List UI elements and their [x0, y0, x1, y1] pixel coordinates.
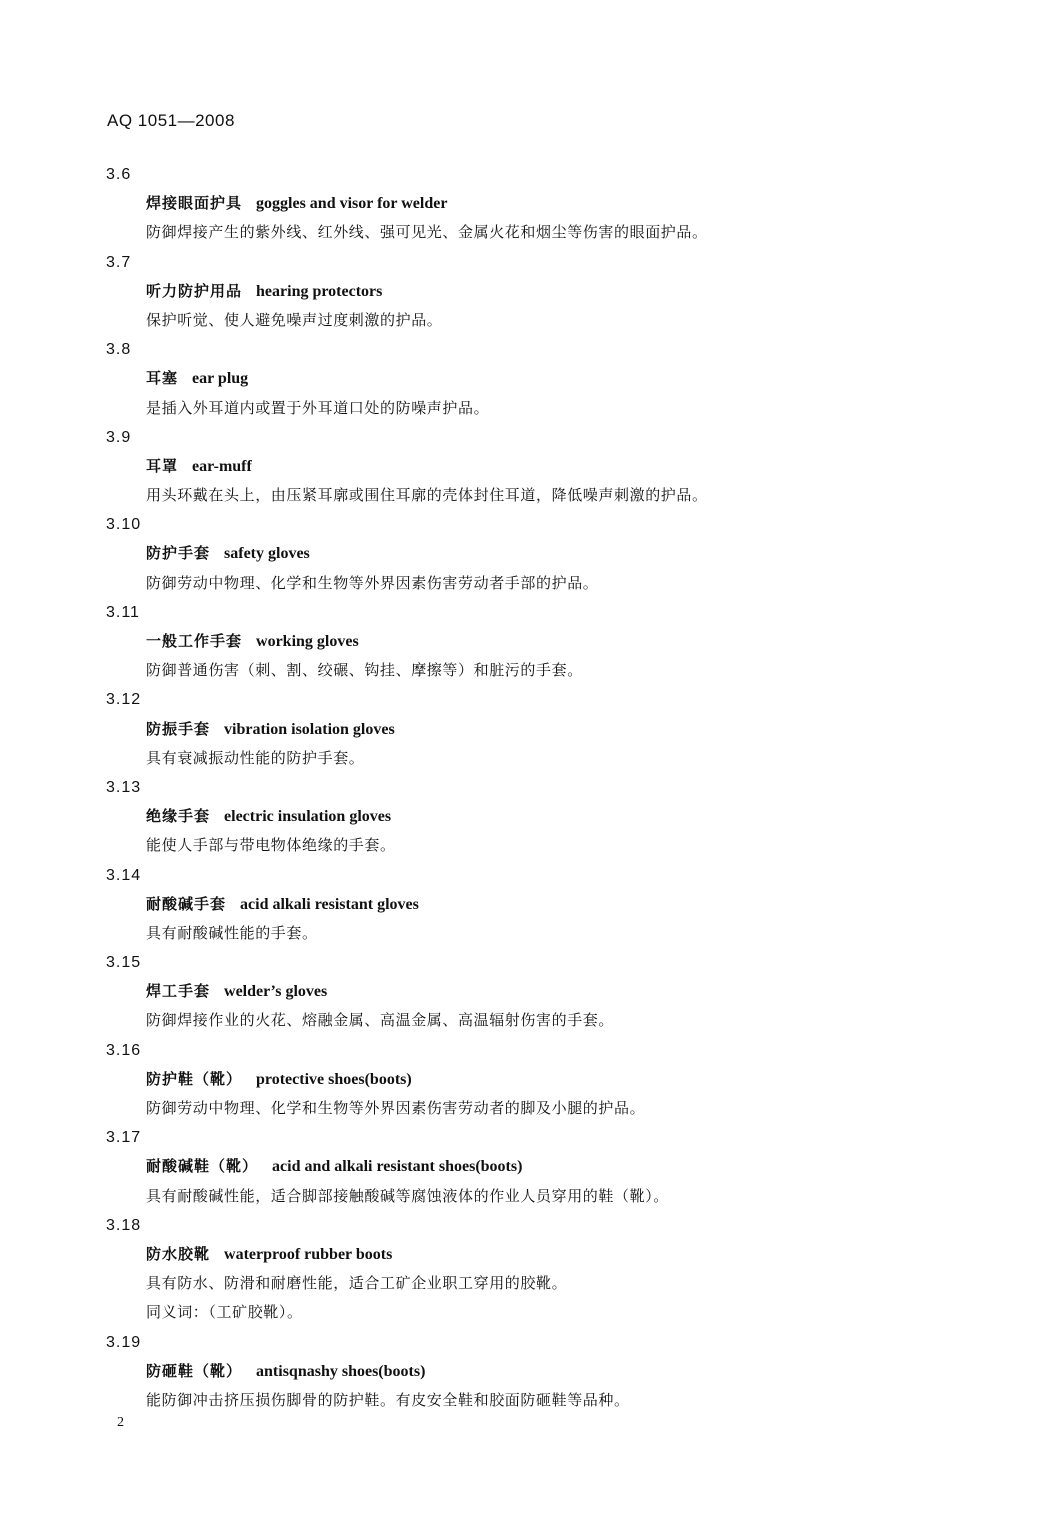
term-chinese: 绝缘手套 [146, 807, 211, 826]
term-definition: 用头环戴在头上，由压紧耳廓或围住耳廓的壳体封住耳道，降低噪声刺激的护品。 [146, 486, 708, 505]
term-entry [0, 335, 1046, 423]
term-definition: 具有耐酸碱性能的手套。 [146, 923, 318, 942]
term-definition: 防御劳动中物理、化学和生物等外界因素伤害劳动者手部的护品。 [146, 573, 599, 592]
term-number: 3.7 [106, 253, 132, 271]
term-chinese: 耐酸碱鞋（靴） [146, 1157, 259, 1176]
term-entry [0, 1211, 1046, 1328]
term-definition: 能防御冲击挤压损伤脚骨的防护鞋。有皮安全鞋和胶面防砸鞋等品种。 [146, 1390, 630, 1409]
term-chinese: 防振手套 [146, 719, 211, 738]
term-definition: 保护听觉、使人避免噪声过度刺激的护品。 [146, 310, 443, 329]
term-chinese: 耐酸碱手套 [146, 894, 227, 913]
term-heading [0, 1065, 1046, 1094]
term-number: 3.10 [106, 516, 142, 534]
term-entry [0, 685, 1046, 773]
term-definition: 防御焊接产生的紫外线、红外线、强可见光、金属火花和烟尘等伤害的眼面护品。 [146, 223, 708, 242]
term-definition: 具有耐酸碱性能，适合脚部接触酸碱等腐蚀液体的作业人员穿用的鞋（靴）。 [146, 1186, 669, 1205]
term-english: waterproof rubber boots [224, 1245, 393, 1263]
term-definition: 具有衰减振动性能的防护手套。 [146, 748, 365, 767]
term-entry [0, 861, 1046, 949]
term-list [0, 160, 1046, 1415]
term-english: vibration isolation gloves [224, 720, 395, 738]
term-number: 3.11 [106, 603, 140, 621]
term-chinese: 防护鞋（靴） [146, 1069, 243, 1088]
term-number: 3.19 [106, 1333, 142, 1351]
term-english: ear plug [192, 370, 249, 388]
term-entry [0, 423, 1046, 511]
term-english: acid alkali resistant gloves [240, 895, 419, 913]
term-english: ear-muff [192, 457, 252, 475]
term-chinese: 焊接眼面护具 [146, 194, 243, 213]
term-chinese: 防护手套 [146, 544, 211, 563]
term-english: hearing protectors [256, 282, 383, 300]
term-entry [0, 773, 1046, 861]
term-heading [0, 715, 1046, 744]
term-entry [0, 1123, 1046, 1211]
term-heading [0, 277, 1046, 306]
term-number: 3.12 [106, 691, 142, 709]
term-number: 3.18 [106, 1216, 142, 1234]
term-english: antisqnashy shoes(boots) [256, 1362, 426, 1380]
term-heading [0, 1240, 1046, 1269]
term-entry [0, 510, 1046, 598]
term-definition: 是插入外耳道内或置于外耳道口处的防噪声护品。 [146, 398, 490, 417]
term-english: protective shoes(boots) [256, 1070, 412, 1088]
term-number: 3.17 [106, 1129, 142, 1147]
term-definition: 防御劳动中物理、化学和生物等外界因素伤害劳动者的脚及小腿的护品。 [146, 1099, 646, 1117]
term-heading [0, 890, 1046, 919]
term-heading [0, 1357, 1046, 1386]
term-chinese: 一般工作手套 [146, 632, 243, 650]
term-entry [0, 948, 1046, 1036]
term-number: 3.14 [106, 866, 142, 884]
term-definition: 同义词：（工矿胶靴）。 [146, 1303, 303, 1322]
term-chinese: 听力防护用品 [146, 281, 243, 300]
term-heading [0, 189, 1046, 218]
term-definition: 防御焊接作业的火花、熔融金属、高温金属、高温辐射伤害的手套。 [146, 1011, 615, 1030]
term-english: safety gloves [224, 545, 310, 563]
term-definition: 能使人手部与带电物体绝缘的手套。 [146, 836, 396, 855]
term-chinese: 耳塞 [146, 369, 179, 388]
term-chinese: 耳罩 [146, 456, 179, 475]
term-chinese: 焊工手套 [146, 982, 211, 1001]
term-heading [0, 802, 1046, 831]
term-heading [0, 627, 1046, 656]
term-heading [0, 539, 1046, 568]
term-entry [0, 1328, 1046, 1416]
term-number: 3.16 [106, 1041, 142, 1059]
term-chinese: 防水胶靴 [146, 1244, 211, 1263]
term-entry [0, 160, 1046, 248]
term-heading [0, 1152, 1046, 1181]
term-english: goggles and visor for welder [256, 195, 448, 213]
term-number: 3.13 [106, 778, 142, 796]
term-heading [0, 977, 1046, 1006]
term-heading [0, 452, 1046, 481]
term-english: welder’s gloves [224, 983, 328, 1001]
term-entry [0, 248, 1046, 336]
term-number: 3.6 [106, 166, 132, 183]
term-entry [0, 598, 1046, 686]
term-number: 3.9 [106, 428, 132, 446]
term-chinese: 防砸鞋（靴） [146, 1361, 243, 1380]
term-definition: 具有防水、防滑和耐磨性能，适合工矿企业职工穿用的胶靴。 [146, 1274, 568, 1293]
term-heading [0, 364, 1046, 393]
term-english: working gloves [256, 633, 359, 650]
term-english: acid and alkali resistant shoes(boots) [272, 1158, 523, 1176]
term-definition: 防御普通伤害（刺、割、绞碾、钩挂、摩擦等）和脏污的手套。 [146, 661, 583, 680]
term-english: electric insulation gloves [224, 808, 392, 826]
page-number: 2 [117, 1415, 124, 1430]
term-number: 3.15 [106, 954, 142, 972]
standard-code: AQ 1051—2008 [107, 111, 235, 130]
term-number: 3.8 [106, 341, 132, 359]
term-entry [0, 1036, 1046, 1124]
